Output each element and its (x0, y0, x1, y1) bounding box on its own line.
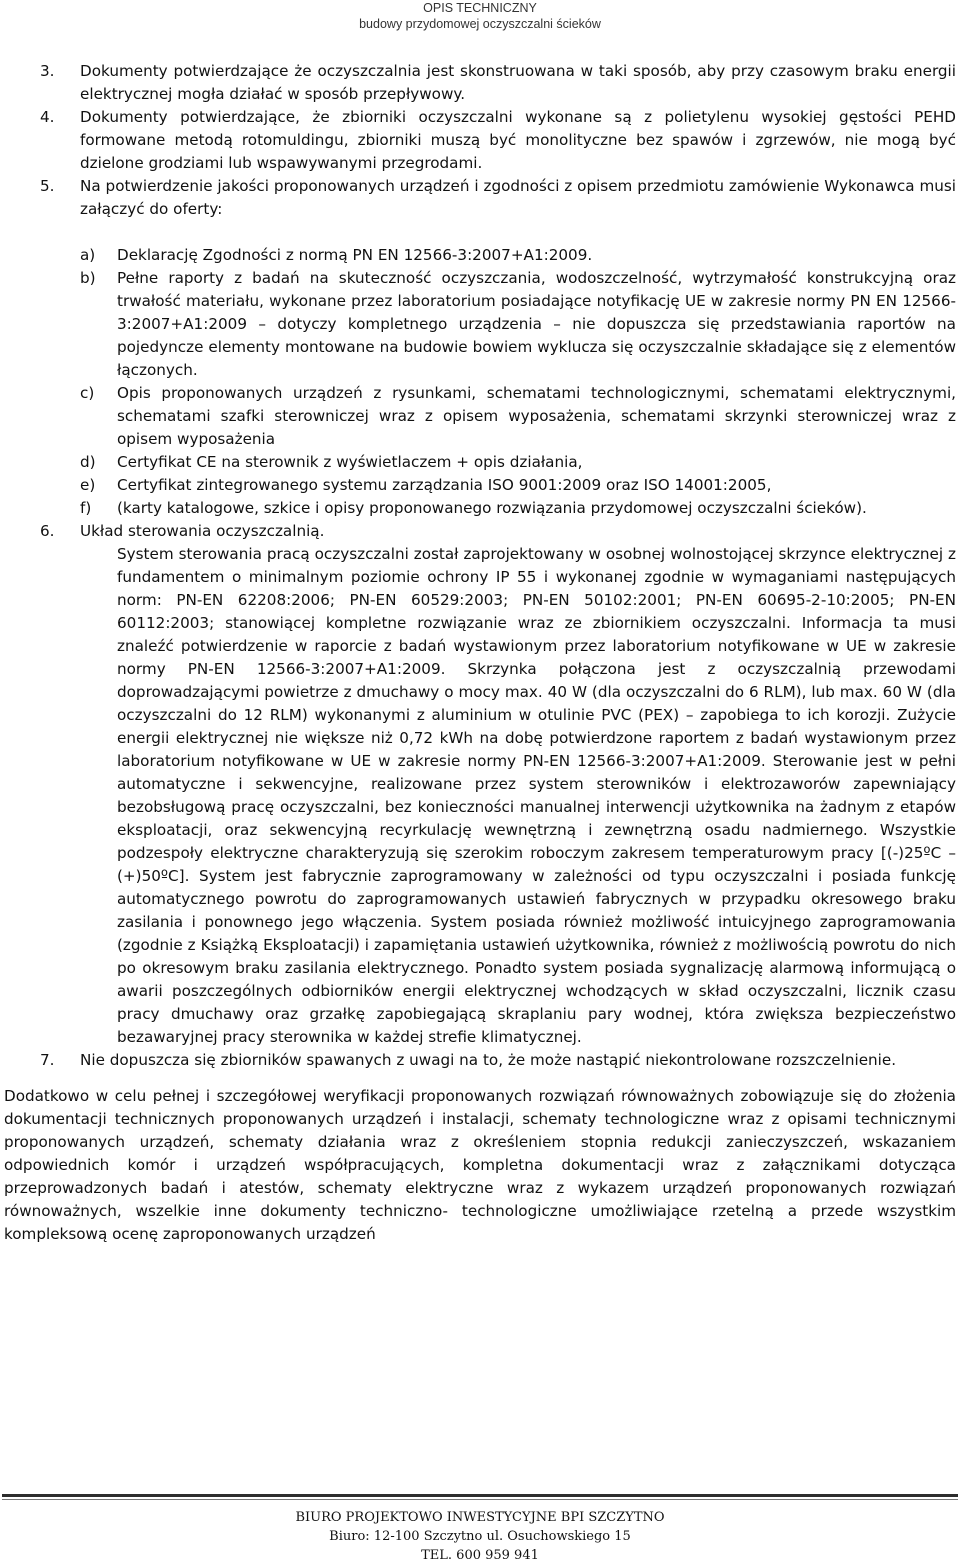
list-number: 5. (40, 177, 55, 195)
sub-text: Pełne raporty z badań na skuteczność oczyszczania, wodoszczelność, wytrzymałość konstrukcyjną oraz trwałość materiału, wykonane przez laboratorium posiadające notyfikację UE w zakresie normy PN EN 12566-3:2007+A1:2009 – dotyczy kompletnego urządzenia – nie dopuszcza się przedstawiania raportów na pojedyncze elementy montowane na budowie bowiem wyklucza się oczyszczalnie składające się z elementów łączonych. (117, 269, 956, 379)
list-item-7 (4, 1049, 956, 1072)
sub-text: Opis proponowanych urządzeń z rysunkami, schematami technologicznymi, schematami elektrycznymi, schematami szafki sterowniczej wraz z opisem wyposażenia, schematami skrzynki sterowniczej wraz z opisem wyposażenia (117, 384, 956, 448)
list-number: 7. (40, 1051, 55, 1069)
sub-letter: f) (80, 499, 92, 517)
header-subtitle: budowy przydomowej oczyszczalni ścieków (359, 17, 601, 31)
header-title: OPIS TECHNICZNY (423, 1, 537, 15)
section-heading: Układ sterowania oczyszczalnią. (80, 522, 325, 540)
sub-item-b (4, 267, 956, 382)
sub-item-f (4, 497, 956, 520)
list-text: Nie dopuszcza się zbiorników spawanych z uwagi na to, że może nastąpić niekontrolowane rozszczelnienie. (80, 1051, 897, 1069)
list-number: 3. (40, 62, 55, 80)
sub-letter: e) (80, 476, 96, 494)
sub-letter: c) (80, 384, 95, 402)
list-text: Dokumenty potwierdzające że oczyszczalnia jest skonstruowana w taki sposób, aby przy czasowym braku energii elektrycznej mogła działać w sposób przepływowy. (80, 62, 956, 103)
final-paragraph: Dodatkowo w celu pełnej i szczegółowej weryfikacji proponowanych rozwiązań równoważnych zobowiązuje się do złożenia dokumentacji technicznych proponowanych urządzeń i instalacji, schematy technologiczne wraz z opisami technicznymi proponowanych urządzeń, schematy działania wraz z określeniem stopnia redukcji zanieczyszczeń, wskazaniem odpowiednich komór i urządzeń współpracujących, kompletna dokumentacji wraz z załącznikami dotycząca przeprowadzonych badań i atestów, schematy elektryczne wraz z wykazem urządzeń proponowanych rozwiązań równoważnych, wszelkie inne dokumenty techniczno- technologiczne umożliwiające rzetelną a przede wszystkim kompleksową ocenę zaproponowanych urządzeń (4, 1087, 956, 1243)
footer-divider-thin (2, 1499, 958, 1500)
sub-letter: a) (80, 246, 96, 264)
sub-text: (karty katalogowe, szkice i opisy proponowanego rozwiązania przydomowej oczyszczalni ścieków). (117, 499, 867, 517)
control-system-description: System sterowania pracą oczyszczalni został zaprojektowany w osobnej wolnostojącej skrzynce elektrycznej z fundamentem o minimalnym poziomie ochrony IP 55 i wykonanej zgodnie w wymaganiami następujących norm: PN-EN 62208:2006; PN-EN 60529:2003; PN-EN 50102:2001; PN-EN 60695-2-10:2005; PN-EN 60112:2003; stanowiącej kompletne rozwiązanie wraz ze zbiornikiem oczyszczalni. Informacja ta musi znaleźć potwierdzenie w raporcie z badań wystawionym przez laboratorium notyfikowane w UE w zakresie normy PN-EN 12566-3:2007+A1:2009. Skrzynka połączona jest z oczyszczalnią przewodami doprowadzającymi powietrze z dmuchawy o mocy max. 40 W (dla oczyszczalni do 6 RLM), lub max. 60 W (dla oczyszczalni do 12 RLM) wykonanymi z aluminium w otulinie PVC (PEX) – zapobiega to ich korozji. Zużycie energii elektrycznej nie większe niż 0,72 kWh na dobę potwierdzone raportem z badań wystawionym przez laboratorium notyfikowane w UE w zakresie normy PN-EN 12566-3:2007+A1:2009. Sterowanie jest w pełni automatyczne i sekwencyjne, realizowane przez system sterowników i elektrozaworów zapewniający bezobsługową pracę oczyszczalni, bez konieczności manualnej interwencji użytkownika na żadnym z etapów eksploatacji, oraz sekwencyjną recyrkulację wewnętrzną i zewnętrzną osadu nadmiernego. Wszystkie podzespoły elektryczne charakteryzują się szerokim roboczym zakresem temperaturowym pracy [(-)25ºC – (+)50ºC]. System jest fabrycznie zaprogramowany w zależności od typu oczyszczalni i posiada funkcję automatycznego powrotu do zaprogramowanych ustawień fabrycznych w przypadku okresowego braku zasilania i ponownego jego włączenia. System posiada również możliwość intuicyjnego zaprogramowania (zgodnie z Książką Eksploatacji) i zapamiętania ustawień użytkownika, również z możliwością powrotu do nich po okresowym braku zasilania elektrycznego. Ponadto system posiada sygnalizację alarmową informującą o awarii poszczególnych odbiorników energii elektrycznej wchodzących w skład oczyszczalni, licznik czasu pracy dmuchawy oraz grzałkę zapobiegającą skraplaniu pary wodnej, która zwiększa bezpieczeństwo bezawaryjnej pracy sterownika w każdej strefie klimatycznej. (117, 545, 956, 1046)
list-number: 6. (40, 522, 55, 540)
sub-letter: d) (80, 453, 96, 471)
sub-item-c (4, 382, 956, 451)
document-body (4, 60, 956, 1246)
sub-item-e (4, 474, 956, 497)
list-item-4 (4, 106, 956, 175)
sub-text: Deklarację Zgodności z normą PN EN 12566-3:2007+A1:2009. (117, 246, 593, 264)
footer-divider (2, 1494, 958, 1497)
list-number: 4. (40, 108, 55, 126)
spacer (4, 221, 956, 244)
list-item-5 (4, 175, 956, 221)
sub-item-d (4, 451, 956, 474)
footer-phone: TEL. 600 959 941 (421, 1548, 539, 1563)
sub-letter: b) (80, 269, 96, 287)
page-header (0, 0, 960, 32)
sub-text: Certyfikat zintegrowanego systemu zarządzania ISO 9001:2009 oraz ISO 14001:2005, (117, 476, 772, 494)
footer-company: BIURO PROJEKTOWO INWESTYCYJNE BPI SZCZYTNO (295, 1510, 665, 1525)
sub-text: Certyfikat CE na sterownik z wyświetlaczem + opis działania, (117, 453, 583, 471)
list-text: Dokumenty potwierdzające, że zbiorniki oczyszczalni wykonane są z polietylenu wysokiej gęstości PEHD formowane metodą rotomuldingu, zbiorniki muszą być monolityczne bez spawów i zgrzewów, nie mogą być dzielone grodziami lub wspawywanymi przegrodami. (80, 108, 956, 172)
list-item-6 (4, 520, 956, 543)
footer-address: Biuro: 12-100 Szczytno ul. Osuchowskiego 15 (329, 1529, 631, 1544)
list-text: Na potwierdzenie jakości proponowanych urządzeń i zgodności z opisem przedmiotu zamówienie Wykonawca musi załączyć do oferty: (80, 177, 956, 218)
sub-item-a (4, 244, 956, 267)
page-footer (0, 1508, 960, 1563)
list-item-3 (4, 60, 956, 106)
